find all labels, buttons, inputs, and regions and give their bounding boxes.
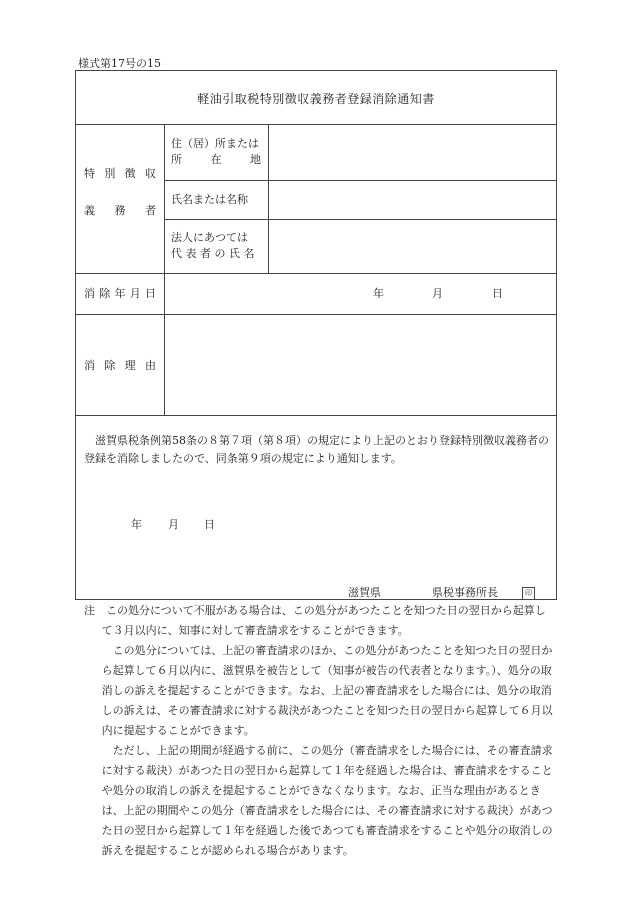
issue-month: 月 [168,518,179,531]
address-char: 地 [250,153,261,166]
reason-char: 理 [124,359,136,372]
deletion-day: 日 [492,287,503,300]
reason-char: 除 [104,359,116,372]
name-label: 氏名または名称 [171,193,248,206]
collector-label-line-2 [84,202,156,220]
address-label-line-2 [171,151,261,169]
divider [75,273,557,274]
date-label-char: 日 [145,287,156,300]
deletion-year: 年 [373,287,384,300]
address-label-line-1: 住（居）所または [171,137,259,150]
address-char: 所 [171,153,182,166]
collector-char: 務 [114,204,126,217]
divider [75,415,557,416]
date-label-char: 月 [129,287,141,300]
date-label-char: 消 [84,287,95,300]
collector-char: 収 [144,167,156,180]
notes-section [84,601,554,861]
collector-char: 義 [84,204,95,217]
issue-year: 年 [131,518,142,531]
collector-char: 者 [145,204,156,217]
date-label-char: 年 [114,287,126,300]
name-field[interactable] [269,181,556,219]
collector-char: 特 [84,167,95,180]
notification-text: 滋賀県税条例第58条の８第７項（第８項）の規定により上記のとおり登録特別徴収義務者の登録を消除しましたので、同条第９項の規定により通知します。 [84,434,549,465]
signature-office-title: 県税事務所長 [432,586,498,599]
collector-char: 別 [104,167,116,180]
representative-label-line-1: 法人にあつては [171,231,248,244]
date-label-char: 除 [99,287,111,300]
note-paragraph: この処分については、上記の審査請求のほか、この処分があつたことを知つた日の翌日から起算して６月以内に、滋賀県を被告として（知事が被告の代表者となります。）、処分の取消しの訴えを提起することができます。なお、上記の審査請求をした場合には、処分の取消しの訴えは、その審査請求に対する裁決があつたことを知つた日の翌日から起算して６月以内に提起することができます。 [101,644,553,737]
address-char: 在 [210,153,222,166]
signature-office [432,584,535,602]
reason-field[interactable] [165,315,556,415]
document-title: 軽油引取税特別徴収義務者登録消除通知書 [197,92,435,106]
deletion-date-label [84,285,156,303]
reason-char: 消 [84,359,95,372]
deletion-month: 月 [432,287,443,300]
reason-char: 由 [144,359,156,372]
address-field[interactable] [269,125,556,180]
form-number: 様式第17号の15 [78,57,161,70]
collector-label-line-1 [84,165,156,183]
representative-label-line-2: 代 表 者 の 氏 名 [171,247,255,260]
signature-prefecture: 滋賀県 [348,586,381,599]
note-paragraph: ただし、上記の期間が経過する前に、この処分（審査請求をした場合には、その審査請求に対する裁決）があつた日の翌日から起算して１年を経過した場合は、審査請求をすることや処分の取消しの訴えを提起することができなくなります。なお、正当な理由があるときは、上記の期間やこの処分（審査請求をした場合には、その審査請求に対する裁決）があつた日の翌日から起算して１年を経過した後であつても審査請求をすることや処分の取消しの訴えを提起することが認められる場合があります。 [101,744,553,857]
representative-field[interactable] [269,220,556,273]
reason-label [84,357,156,375]
seal-icon: 印 [522,587,535,600]
issue-day: 日 [204,518,215,531]
collector-char: 徴 [124,167,136,180]
note-paragraph: 注 この処分について不服がある場合は、この処分があつたことを知つた日の翌日から起算して３月以内に、知事に対して審査請求をすることができます。 [84,604,546,637]
